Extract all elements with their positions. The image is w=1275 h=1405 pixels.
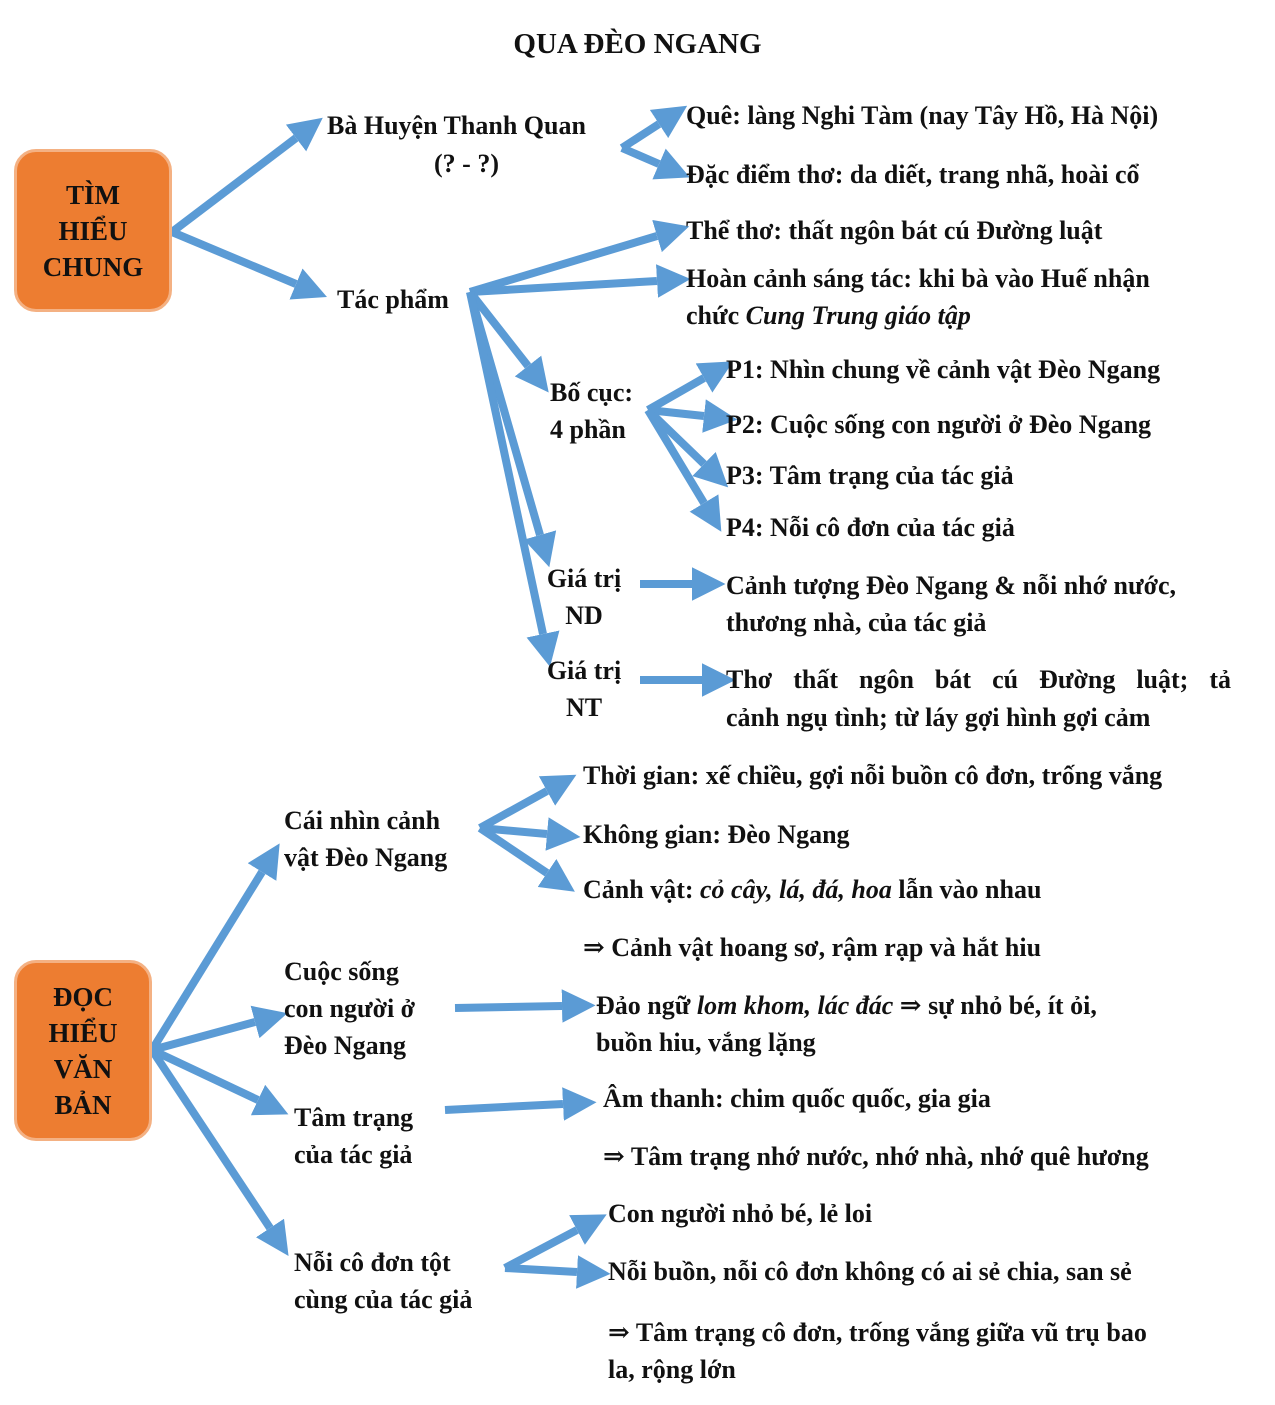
- author-style: Đặc điểm thơ: da diết, trang nhã, hoài cổ: [686, 160, 1140, 189]
- art-value-label: Giá trị: [546, 656, 622, 685]
- structure-part: P4: Nỗi cô đơn của tác giả: [726, 513, 1015, 542]
- scenery-conclusion: ⇒ Cảnh vật hoang sơ, rậm rạp và hắt hiu: [583, 933, 1042, 962]
- mood-label: Tâm trạng: [294, 1103, 414, 1132]
- content-value-text: thương nhà, của tác giả: [726, 608, 987, 637]
- root-box-line: VĂN: [53, 1053, 113, 1084]
- root-box-reading: [14, 960, 152, 1141]
- mood-label: của tác giả: [294, 1140, 413, 1169]
- connector-arrow: [445, 1104, 563, 1110]
- art-value-text: Thơ thất ngôn bát cú Đường luật; tả: [726, 665, 1231, 694]
- connector-arrow: [622, 148, 659, 164]
- scenery-label: Cái nhìn cảnh: [284, 806, 441, 835]
- context-italic: Cung Trung giáo tập: [745, 301, 971, 330]
- life-label: con người ở: [284, 994, 416, 1023]
- connector-arrow: [455, 1006, 562, 1008]
- life-italic: lom khom, lác đác: [696, 991, 894, 1020]
- view-italic: cỏ cây, lá, đá, hoa: [700, 875, 892, 904]
- loneliness-point: Con người nhỏ bé, lẻ loi: [608, 1199, 873, 1228]
- scenery-time: Thời gian: xế chiều, gợi nỗi buồn cô đơn, trống vắng: [583, 761, 1163, 790]
- work-context-line2: [686, 297, 971, 334]
- root-box-general: [14, 149, 172, 312]
- work-context: Hoàn cảnh sáng tác: khi bà vào Huế nhận: [686, 264, 1150, 293]
- scenery-view: [583, 871, 1041, 908]
- root-box-line: HIỂU: [48, 1017, 118, 1048]
- life-text: buồn hiu, vắng lặng: [596, 1028, 816, 1057]
- connector-arrow: [622, 124, 659, 148]
- structure-part: P3: Tâm trạng của tác giả: [726, 461, 1014, 490]
- content-value-label: ND: [565, 601, 603, 630]
- loneliness-conclusion: la, rộng lớn: [608, 1355, 736, 1384]
- connector-arrow: [172, 232, 296, 284]
- life-suffix: ⇒ sự nhỏ bé, ít ỏi,: [893, 991, 1097, 1020]
- view-prefix: Cảnh vật:: [583, 875, 701, 904]
- scenery-space: Không gian: Đèo Ngang: [583, 820, 850, 849]
- root-box-line: TÌM: [66, 179, 120, 210]
- structure-label: Bố cục:: [550, 378, 634, 407]
- structure-part: P1: Nhìn chung về cảnh vật Đèo Ngang: [726, 355, 1161, 384]
- work-label: Tác phẩm: [337, 285, 449, 314]
- content-value-text: Cảnh tượng Đèo Ngang & nỗi nhớ nước,: [726, 571, 1177, 600]
- root-box-line: HIỂU: [58, 215, 128, 246]
- author-name: Bà Huyện Thanh Quan: [327, 111, 586, 140]
- connector-arrow: [505, 1230, 577, 1268]
- context-prefix: chức: [686, 301, 746, 330]
- life-text: [596, 987, 1097, 1024]
- work-genre: Thể thơ: thất ngôn bát cú Đường luật: [686, 216, 1103, 245]
- author-years: (? - ?): [434, 149, 499, 178]
- page-title: QUA ĐÈO NGANG: [513, 28, 762, 60]
- root-box-line: ĐỌC: [53, 981, 113, 1012]
- life-prefix: Đảo ngữ: [596, 991, 697, 1020]
- structure-part: P2: Cuộc sống con người ở Đèo Ngang: [726, 410, 1152, 439]
- connector-arrow: [172, 138, 296, 232]
- connector-arrow: [648, 378, 704, 410]
- connector-arrow: [505, 1268, 577, 1272]
- structure-label: 4 phần: [550, 415, 626, 444]
- life-label: Cuộc sống: [284, 957, 399, 986]
- life-label: Đèo Ngang: [284, 1031, 407, 1060]
- loneliness-label: Nỗi cô đơn tột: [294, 1248, 451, 1277]
- art-value-label: NT: [565, 693, 603, 722]
- author-hometown: Quê: làng Nghi Tàm (nay Tây Hồ, Hà Nội): [686, 101, 1159, 130]
- mood-conclusion: ⇒ Tâm trạng nhớ nước, nhớ nhà, nhớ quê hương: [603, 1142, 1149, 1171]
- mood-sound: Âm thanh: chim quốc quốc, gia gia: [603, 1084, 991, 1113]
- content-value-label: Giá trị: [546, 564, 622, 593]
- loneliness-label: cùng của tác giả: [294, 1285, 473, 1314]
- root-box-line: BẢN: [54, 1089, 112, 1120]
- root-box-line: CHUNG: [42, 251, 144, 282]
- view-suffix: lẫn vào nhau: [891, 875, 1042, 904]
- loneliness-point: Nỗi buồn, nỗi cô đơn không có ai sẻ chia, san sẻ: [608, 1257, 1132, 1286]
- connector-arrow: [480, 791, 547, 828]
- scenery-label: vật Đèo Ngang: [284, 843, 448, 872]
- art-value-text: cảnh ngụ tình; từ láy gợi hình gợi cảm: [726, 703, 1151, 732]
- loneliness-conclusion: ⇒ Tâm trạng cô đơn, trống vắng giữa vũ trụ bao: [608, 1318, 1147, 1347]
